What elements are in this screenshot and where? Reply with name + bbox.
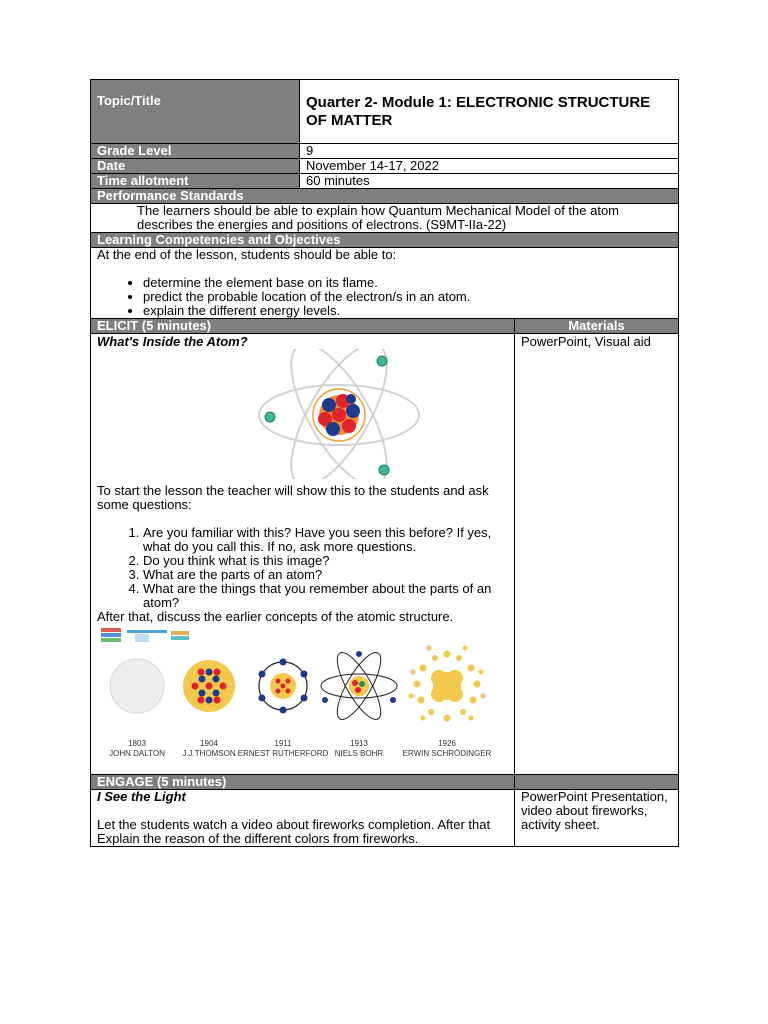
timeline-year: 1904	[200, 739, 218, 748]
list-item: 4. What are the things that you remember about the parts of an atom?	[143, 582, 508, 610]
list-item: • determine the element base on its flame.	[143, 276, 672, 290]
dalton-model	[110, 659, 164, 713]
date-row	[91, 159, 679, 174]
title-row	[91, 80, 679, 144]
timeline-name: ERWIN SCHRÖDINGER	[402, 749, 492, 758]
engage-cell	[91, 790, 515, 847]
nucleus	[318, 394, 360, 436]
lesson-plan-table	[90, 79, 679, 847]
electron-icon	[379, 465, 389, 475]
electron-icon	[377, 356, 387, 366]
elicit-materials: PowerPoint, Visual aid	[515, 334, 679, 775]
atom-illustration	[221, 349, 461, 479]
performance-heading: Performance Standards	[91, 189, 679, 204]
thomson-model	[183, 660, 235, 712]
list-item: 1. Are you familiar with this? Have you seen this before? If yes, what do you call this. If no, ask more questions.	[143, 526, 508, 554]
time-row	[91, 174, 679, 189]
timeline-year: 1911	[274, 739, 292, 748]
engage-materials: PowerPoint Presentation, video about fireworks, activity sheet.	[515, 790, 679, 847]
schrodinger-model	[409, 646, 486, 722]
atomic-models-timeline	[97, 628, 497, 774]
grade-row	[91, 144, 679, 159]
list-item: • explain the different energy levels.	[143, 304, 672, 318]
lesson-plan-document	[90, 79, 678, 847]
materials-heading: Materials	[515, 319, 679, 334]
timeline-name: NIELS BOHR	[334, 749, 384, 758]
engage-text: Let the students watch a video about fireworks completion. After that Explain the reason of the different colors from fireworks.	[97, 817, 491, 846]
engage-subtitle: I See the Light	[97, 789, 186, 804]
date-label: Date	[91, 159, 300, 174]
objectives-list	[97, 276, 672, 318]
time-value: 60 minutes	[300, 174, 679, 189]
timeline-name: JOHN DALTON	[109, 749, 165, 758]
timeline-year: 1926	[438, 739, 456, 748]
list-item: • predict the probable location of the electron/s in an atom.	[143, 290, 672, 304]
bohr-model	[321, 647, 397, 725]
topic-label: Topic/Title	[91, 80, 300, 144]
page-title: Quarter 2- Module 1: ELECTRONIC STRUCTURE OF MATTER	[300, 80, 679, 144]
elicit-subtitle: What's Inside the Atom?	[97, 334, 248, 349]
grade-value: 9	[300, 144, 679, 159]
books-icon	[101, 628, 189, 642]
elicit-after: After that, discuss the earlier concepts of the atomic structure.	[97, 609, 454, 624]
competencies-heading: Learning Competencies and Objectives	[91, 233, 679, 248]
competencies-cell	[91, 248, 679, 319]
questions-list	[97, 526, 508, 610]
elicit-cell	[91, 334, 515, 775]
date-value: November 14-17, 2022	[300, 159, 679, 174]
timeline-year: 1913	[350, 739, 368, 748]
timeline-year: 1803	[128, 739, 146, 748]
time-label: Time allotment	[91, 174, 300, 189]
competencies-intro: At the end of the lesson, students should be able to:	[97, 247, 397, 262]
electron-icon	[265, 412, 275, 422]
grade-label: Grade Level	[91, 144, 300, 159]
list-item: 2. Do you think what is this image?	[143, 554, 508, 568]
performance-text: The learners should be able to explain how Quantum Mechanical Model of the atom describes the energies and positions of electrons. (S9MT-IIa-22)	[91, 204, 679, 233]
timeline-name: J.J.THOMSON	[182, 749, 236, 758]
elicit-intro: To start the lesson the teacher will show this to the students and ask some questions:	[97, 483, 489, 512]
timeline-name: ERNEST RUTHERFORD	[237, 749, 329, 758]
engage-heading: ENGAGE (5 minutes)	[91, 775, 515, 790]
rutherford-model	[259, 659, 308, 714]
elicit-heading: ELICIT (5 minutes)	[91, 319, 515, 334]
engage-materials-heading-cell	[515, 775, 679, 790]
list-item: 3. What are the parts of an atom?	[143, 568, 508, 582]
